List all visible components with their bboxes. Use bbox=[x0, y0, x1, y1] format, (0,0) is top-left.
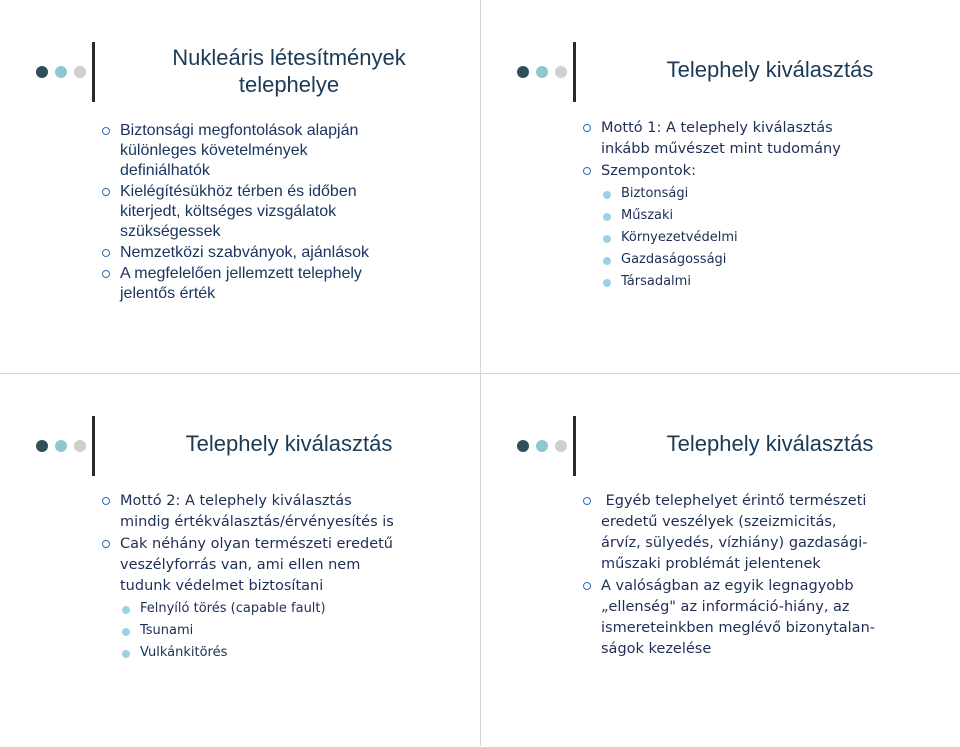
bullet-item bbox=[102, 121, 460, 181]
header-dots-icon bbox=[36, 440, 96, 452]
dot-grey-icon bbox=[555, 440, 567, 452]
header-bar bbox=[92, 416, 95, 476]
sub-item-label: Vulkánkitörés bbox=[140, 645, 228, 660]
ring-bullet-icon bbox=[583, 167, 591, 175]
bullet-line: inkább művészet mint tudomány bbox=[601, 141, 841, 157]
header-bar bbox=[92, 42, 95, 102]
title-line: telephelye bbox=[238, 72, 340, 97]
sub-bullet-icon bbox=[603, 213, 611, 221]
bullet-line: tudunk védelmet biztosítani bbox=[120, 578, 324, 594]
dot-teal-icon bbox=[536, 440, 548, 452]
dot-teal-icon bbox=[536, 66, 548, 78]
sub-bullet-icon bbox=[122, 628, 130, 636]
bullet-item bbox=[583, 576, 941, 660]
bullet-line: ismereteinkben meglévő bizonytalan- bbox=[601, 620, 875, 636]
sub-item-label: Környezetvédelmi bbox=[621, 230, 738, 245]
bullet-line: A valóságban az egyik legnagyobb bbox=[601, 578, 854, 594]
ring-bullet-icon bbox=[583, 497, 591, 505]
bullet-item bbox=[102, 491, 460, 533]
sub-bullet-icon bbox=[603, 279, 611, 287]
slide-title: Telephely kiválasztás bbox=[666, 431, 874, 456]
header-dots-icon bbox=[517, 440, 577, 452]
sub-bullet-icon bbox=[603, 257, 611, 265]
bullet-line: Cak néhány olyan természeti eredetű bbox=[120, 536, 394, 552]
dot-dark-icon bbox=[36, 440, 48, 452]
slide-body bbox=[583, 491, 941, 661]
sub-item-label: Gazdaságossági bbox=[621, 252, 727, 267]
ring-bullet-icon bbox=[102, 188, 110, 196]
sub-item bbox=[583, 183, 941, 205]
ring-bullet-icon bbox=[102, 540, 110, 548]
bullet-line: jelentős érték bbox=[120, 285, 216, 302]
sub-item-label: Társadalmi bbox=[621, 274, 691, 289]
dot-teal-icon bbox=[55, 66, 67, 78]
sub-item bbox=[102, 620, 460, 642]
bullet-item bbox=[583, 161, 941, 182]
slide-body bbox=[583, 118, 941, 293]
slide-4 bbox=[481, 374, 960, 747]
title-line: Nukleáris létesítmények bbox=[172, 45, 406, 70]
header-dots-icon bbox=[517, 66, 577, 78]
sub-bullet-icon bbox=[122, 606, 130, 614]
slide-3 bbox=[0, 374, 480, 747]
dot-dark-icon bbox=[517, 440, 529, 452]
header-dots-icon bbox=[36, 66, 96, 78]
dot-grey-icon bbox=[74, 440, 86, 452]
sub-item bbox=[583, 271, 941, 293]
sub-item bbox=[583, 249, 941, 271]
bullet-line: A megfelelően jellemzett telephely bbox=[120, 265, 362, 282]
bullet-line: Kielégítésükhöz térben és időben bbox=[120, 183, 357, 200]
bullet-item bbox=[583, 491, 941, 575]
bullet-line: Mottó 2: A telephely kiválasztás bbox=[120, 493, 352, 509]
ring-bullet-icon bbox=[583, 582, 591, 590]
ring-bullet-icon bbox=[583, 124, 591, 132]
sub-item bbox=[102, 598, 460, 620]
bullet-item bbox=[102, 182, 460, 242]
sub-bullet-icon bbox=[603, 191, 611, 199]
ring-bullet-icon bbox=[102, 497, 110, 505]
bullet-line: ságok kezelése bbox=[601, 641, 712, 657]
sub-item bbox=[583, 227, 941, 249]
slide-title: Telephely kiválasztás bbox=[185, 431, 393, 456]
bullet-line: Nemzetközi szabványok, ajánlások bbox=[120, 244, 370, 261]
bullet-line: Mottó 1: A telephely kiválasztás bbox=[601, 120, 833, 136]
sub-item-label: Felnyíló törés (capable fault) bbox=[140, 601, 326, 616]
dot-grey-icon bbox=[74, 66, 86, 78]
bullet-line: definiálhatók bbox=[120, 162, 210, 179]
bullet-line: műszaki problémát jelentenek bbox=[601, 556, 821, 572]
bullet-line: árvíz, sülyedés, vízhiány) gazdasági- bbox=[601, 535, 868, 551]
sub-item bbox=[583, 205, 941, 227]
dot-dark-icon bbox=[517, 66, 529, 78]
bullet-line: Egyéb telephelyet érintő természeti bbox=[601, 493, 867, 509]
ring-bullet-icon bbox=[102, 270, 110, 278]
slide-1 bbox=[0, 0, 480, 373]
bullet-line: veszélyforrás van, ami ellen nem bbox=[120, 557, 361, 573]
bullet-line: különleges követelmények bbox=[120, 142, 308, 159]
header-bar bbox=[573, 42, 576, 102]
bullet-line: eredetű veszélyek (szeizmicitás, bbox=[601, 514, 837, 530]
bullet-item bbox=[102, 243, 460, 263]
bullet-item bbox=[102, 264, 460, 304]
sub-bullet-icon bbox=[122, 650, 130, 658]
dot-teal-icon bbox=[55, 440, 67, 452]
ring-bullet-icon bbox=[102, 127, 110, 135]
dot-grey-icon bbox=[555, 66, 567, 78]
bullet-item bbox=[102, 534, 460, 597]
header-bar bbox=[573, 416, 576, 476]
bullet-line: Szempontok: bbox=[601, 163, 696, 179]
bullet-line: „ellenség" az információ-hiány, az bbox=[601, 599, 850, 615]
slide-title: Telephely kiválasztás bbox=[666, 57, 874, 82]
bullet-item bbox=[583, 118, 941, 160]
slide-2 bbox=[481, 0, 960, 373]
bullet-line: kiterjedt, költséges vizsgálatok bbox=[120, 203, 337, 220]
sub-item-label: Biztonsági bbox=[621, 186, 689, 201]
ring-bullet-icon bbox=[102, 249, 110, 257]
slide-body bbox=[102, 121, 460, 305]
sub-item-label: Tsunami bbox=[140, 623, 194, 638]
dot-dark-icon bbox=[36, 66, 48, 78]
bullet-line: szükségessek bbox=[120, 223, 221, 240]
sub-item bbox=[102, 642, 460, 664]
slide-body bbox=[102, 491, 460, 664]
sub-bullet-icon bbox=[603, 235, 611, 243]
bullet-line: mindig értékválasztás/érvényesítés is bbox=[120, 514, 394, 530]
sub-item-label: Műszaki bbox=[621, 208, 674, 223]
bullet-line: Biztonsági megfontolások alapján bbox=[120, 122, 359, 139]
slide-title bbox=[108, 44, 470, 98]
